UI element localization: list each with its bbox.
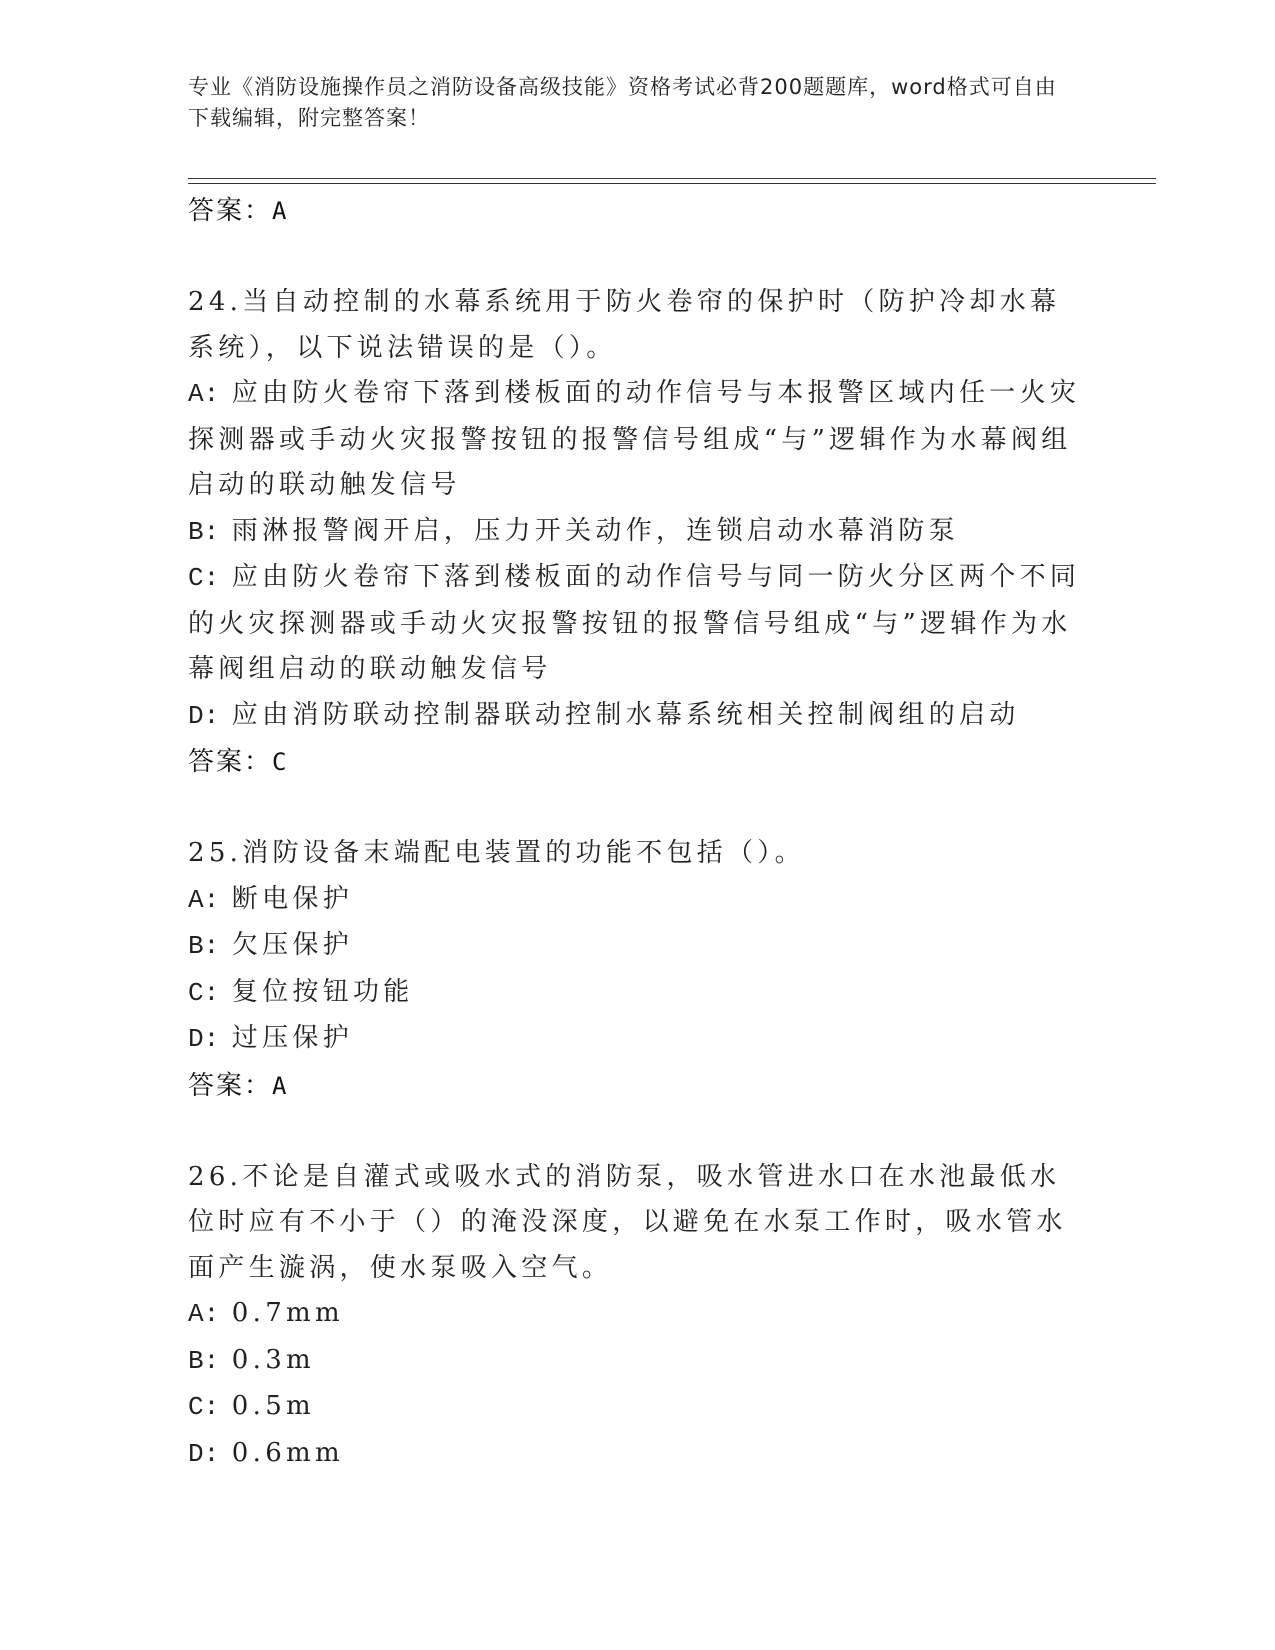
option-text: 0.3m bbox=[231, 1344, 315, 1375]
option-a bbox=[188, 1291, 1088, 1338]
answer-line bbox=[188, 1063, 1088, 1109]
option-text: 0.5m bbox=[231, 1391, 315, 1421]
page-header: 专业《消防设施操作员之消防设备高级技能》资格考试必背200题题库，word格式可自由下载编辑，附完整答案！ bbox=[188, 75, 1057, 130]
option-letter: B: bbox=[188, 931, 220, 961]
option-d bbox=[188, 693, 1088, 740]
answer-value: A bbox=[272, 197, 289, 225]
option-text: 0.7mm bbox=[231, 1298, 344, 1328]
option-b bbox=[188, 923, 1088, 970]
option-letter: C: bbox=[188, 1392, 220, 1422]
option-text: 过压保护 bbox=[231, 1023, 353, 1053]
header-divider-secondary bbox=[188, 183, 1156, 184]
option-c bbox=[188, 555, 1088, 693]
option-letter: A: bbox=[188, 379, 220, 409]
option-letter: C: bbox=[188, 563, 220, 593]
option-text: 应由防火卷帘下落到楼板面的动作信号与本报警区域内任一火灾探测器或手动火灾报警按钮的报警信号组成“与”逻辑作为水幕阀组启动的联动触发信号 bbox=[188, 378, 1081, 500]
option-a bbox=[188, 371, 1088, 509]
option-letter: B: bbox=[188, 1345, 220, 1376]
option-b bbox=[188, 1338, 1088, 1385]
answer-label: 答案： bbox=[188, 196, 273, 226]
question-list bbox=[188, 188, 1088, 1477]
option-c bbox=[188, 1384, 1088, 1431]
question-text: 26.不论是自灌式或吸水式的消防泵，吸水管进水口在水池最低水位时应有不小于（）的淹没深度，以避免在水泵工作时，吸水管水面产生漩涡，使水泵吸入空气。 bbox=[188, 1161, 1067, 1283]
header-divider bbox=[188, 178, 1156, 179]
option-letter: B: bbox=[188, 516, 220, 547]
option-c bbox=[188, 970, 1088, 1017]
option-letter: A: bbox=[188, 1299, 220, 1329]
answer-line bbox=[188, 739, 1088, 785]
option-text: 复位按钮功能 bbox=[231, 976, 414, 1007]
answer-label: 答案： bbox=[188, 747, 273, 777]
option-letter: D: bbox=[188, 1024, 220, 1054]
option-text: 雨淋报警阀开启，压力开关动作，连锁启动水幕消防泵 bbox=[231, 515, 959, 546]
option-text: 0.6mm bbox=[231, 1437, 344, 1468]
answer-value: A bbox=[272, 1071, 289, 1100]
option-text: 应由防火卷帘下落到楼板面的动作信号与同一防火分区两个不同的火灾探测器或手动火灾报警按钮的报警信号组成“与”逻辑作为水幕阀组启动的联动触发信号 bbox=[188, 562, 1081, 684]
question-text: 25.消防设备末端配电装置的功能不包括（）。 bbox=[188, 838, 805, 868]
answer-line bbox=[188, 188, 1088, 234]
question-26 bbox=[188, 1155, 1088, 1478]
question-25 bbox=[188, 831, 1088, 1109]
answer-label: 答案： bbox=[188, 1070, 273, 1101]
option-a bbox=[188, 877, 1088, 924]
option-text: 断电保护 bbox=[231, 883, 353, 914]
option-letter: D: bbox=[188, 700, 220, 731]
question-24 bbox=[188, 280, 1088, 785]
option-b bbox=[188, 509, 1088, 556]
option-d bbox=[188, 1431, 1088, 1478]
answer-value: C bbox=[272, 748, 289, 776]
question-text: 24.当自动控制的水幕系统用于防火卷帘的保护时（防护冷却水幕系统），以下说法错误的是（）。 bbox=[188, 287, 1061, 363]
option-text: 欠压保护 bbox=[231, 930, 353, 960]
option-letter: D: bbox=[188, 1438, 220, 1469]
option-text: 应由消防联动控制器联动控制水幕系统相关控制阀组的启动 bbox=[231, 699, 1020, 730]
option-letter: A: bbox=[188, 884, 220, 915]
option-letter: C: bbox=[188, 977, 220, 1008]
option-d bbox=[188, 1016, 1088, 1063]
